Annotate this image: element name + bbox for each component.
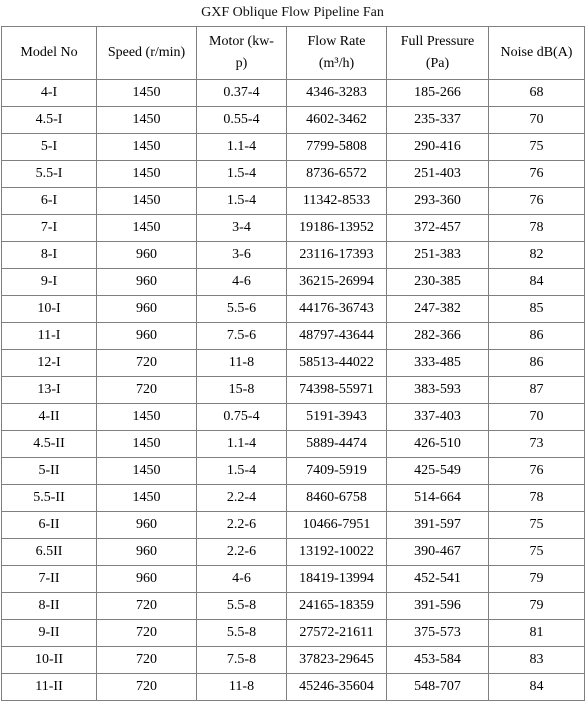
table-row — [2, 458, 585, 485]
cell-flow-rate: 8736-6572 — [287, 161, 387, 188]
cell-full-pressure: 333-485 — [387, 350, 489, 377]
table-row — [2, 404, 585, 431]
cell-flow-rate: 19186-13952 — [287, 215, 387, 242]
cell-noise: 86 — [489, 323, 585, 350]
header-flow-rate — [287, 27, 387, 80]
cell-motor: 0.37-4 — [197, 80, 287, 107]
table-row — [2, 269, 585, 296]
cell-flow-rate: 4602-3462 — [287, 107, 387, 134]
cell-model-no: 8-I — [2, 242, 97, 269]
cell-noise: 79 — [489, 593, 585, 620]
cell-noise: 68 — [489, 80, 585, 107]
cell-model-no: 4-I — [2, 80, 97, 107]
cell-noise: 83 — [489, 647, 585, 674]
cell-model-no: 5.5-II — [2, 485, 97, 512]
cell-motor: 1.1-4 — [197, 431, 287, 458]
cell-motor: 1.5-4 — [197, 458, 287, 485]
cell-speed: 720 — [97, 674, 197, 701]
table-row — [2, 485, 585, 512]
cell-speed: 1450 — [97, 215, 197, 242]
table-row — [2, 350, 585, 377]
table-row — [2, 107, 585, 134]
cell-flow-rate: 5191-3943 — [287, 404, 387, 431]
cell-noise: 84 — [489, 269, 585, 296]
cell-motor: 4-6 — [197, 269, 287, 296]
cell-flow-rate: 23116-17393 — [287, 242, 387, 269]
cell-speed: 1450 — [97, 188, 197, 215]
cell-motor: 0.75-4 — [197, 404, 287, 431]
cell-noise: 84 — [489, 674, 585, 701]
cell-speed: 1450 — [97, 107, 197, 134]
header-noise: Noise dB(A) — [489, 27, 585, 80]
cell-model-no: 4.5-II — [2, 431, 97, 458]
cell-full-pressure: 390-467 — [387, 539, 489, 566]
table-body — [2, 80, 585, 701]
cell-flow-rate: 48797-43644 — [287, 323, 387, 350]
cell-full-pressure: 548-707 — [387, 674, 489, 701]
header-pressure-line1: Full Pressure — [400, 34, 475, 49]
table-row — [2, 647, 585, 674]
table-row — [2, 674, 585, 701]
cell-full-pressure: 337-403 — [387, 404, 489, 431]
cell-model-no: 9-I — [2, 269, 97, 296]
cell-full-pressure: 425-549 — [387, 458, 489, 485]
cell-model-no: 12-I — [2, 350, 97, 377]
header-motor-line2: p) — [235, 56, 248, 71]
cell-motor: 7.5-8 — [197, 647, 287, 674]
cell-speed: 960 — [97, 512, 197, 539]
cell-full-pressure: 251-383 — [387, 242, 489, 269]
cell-model-no: 10-I — [2, 296, 97, 323]
cell-noise: 75 — [489, 512, 585, 539]
cell-flow-rate: 7409-5919 — [287, 458, 387, 485]
table-row — [2, 215, 585, 242]
cell-model-no: 9-II — [2, 620, 97, 647]
cell-noise: 82 — [489, 242, 585, 269]
header-flow-line1: Flow Rate — [307, 34, 366, 49]
cell-speed: 960 — [97, 242, 197, 269]
table-row — [2, 323, 585, 350]
table-row — [2, 620, 585, 647]
cell-motor: 5.5-8 — [197, 593, 287, 620]
cell-noise: 76 — [489, 188, 585, 215]
cell-speed: 960 — [97, 296, 197, 323]
table-row — [2, 377, 585, 404]
table-row — [2, 242, 585, 269]
cell-flow-rate: 18419-13994 — [287, 566, 387, 593]
cell-full-pressure: 514-664 — [387, 485, 489, 512]
cell-speed: 720 — [97, 647, 197, 674]
cell-full-pressure: 426-510 — [387, 431, 489, 458]
cell-motor: 2.2-4 — [197, 485, 287, 512]
cell-flow-rate: 45246-35604 — [287, 674, 387, 701]
cell-speed: 1450 — [97, 80, 197, 107]
cell-noise: 70 — [489, 404, 585, 431]
cell-full-pressure: 235-337 — [387, 107, 489, 134]
cell-noise: 70 — [489, 107, 585, 134]
cell-full-pressure: 185-266 — [387, 80, 489, 107]
cell-model-no: 5-II — [2, 458, 97, 485]
cell-flow-rate: 5889-4474 — [287, 431, 387, 458]
cell-noise: 76 — [489, 161, 585, 188]
cell-motor: 15-8 — [197, 377, 287, 404]
table-row — [2, 431, 585, 458]
cell-flow-rate: 27572-21611 — [287, 620, 387, 647]
cell-speed: 1450 — [97, 431, 197, 458]
cell-motor: 2.2-6 — [197, 539, 287, 566]
table-title: GXF Oblique Flow Pipeline Fan — [201, 5, 384, 20]
cell-model-no: 5.5-I — [2, 161, 97, 188]
cell-flow-rate: 7799-5808 — [287, 134, 387, 161]
cell-motor: 4-6 — [197, 566, 287, 593]
header-full-pressure — [387, 27, 489, 80]
cell-speed: 1450 — [97, 458, 197, 485]
cell-model-no: 8-II — [2, 593, 97, 620]
cell-motor: 5.5-6 — [197, 296, 287, 323]
header-pressure-line2: (Pa) — [425, 56, 450, 71]
cell-full-pressure: 251-403 — [387, 161, 489, 188]
cell-speed: 720 — [97, 350, 197, 377]
cell-noise: 86 — [489, 350, 585, 377]
table-row — [2, 188, 585, 215]
cell-flow-rate: 13192-10022 — [287, 539, 387, 566]
cell-speed: 960 — [97, 323, 197, 350]
cell-noise: 75 — [489, 134, 585, 161]
cell-flow-rate: 11342-8533 — [287, 188, 387, 215]
cell-model-no: 11-I — [2, 323, 97, 350]
cell-speed: 960 — [97, 269, 197, 296]
header-flow-line2: (m³/h) — [318, 56, 355, 71]
cell-full-pressure: 230-385 — [387, 269, 489, 296]
cell-model-no: 7-II — [2, 566, 97, 593]
cell-motor: 5.5-8 — [197, 620, 287, 647]
cell-speed: 1450 — [97, 161, 197, 188]
cell-motor: 0.55-4 — [197, 107, 287, 134]
cell-model-no: 13-I — [2, 377, 97, 404]
header-model-no: Model No — [2, 27, 97, 80]
cell-full-pressure: 375-573 — [387, 620, 489, 647]
cell-noise: 75 — [489, 539, 585, 566]
cell-model-no: 7-I — [2, 215, 97, 242]
cell-speed: 720 — [97, 593, 197, 620]
cell-model-no: 6-I — [2, 188, 97, 215]
cell-noise: 78 — [489, 485, 585, 512]
cell-full-pressure: 290-416 — [387, 134, 489, 161]
cell-model-no: 5-I — [2, 134, 97, 161]
cell-model-no: 4-II — [2, 404, 97, 431]
cell-noise: 76 — [489, 458, 585, 485]
cell-noise: 78 — [489, 215, 585, 242]
header-row — [2, 27, 585, 80]
cell-model-no: 6.5II — [2, 539, 97, 566]
header-motor — [197, 27, 287, 80]
cell-noise: 81 — [489, 620, 585, 647]
cell-speed: 720 — [97, 377, 197, 404]
cell-noise: 79 — [489, 566, 585, 593]
cell-full-pressure: 383-593 — [387, 377, 489, 404]
cell-flow-rate: 8460-6758 — [287, 485, 387, 512]
cell-speed: 1450 — [97, 485, 197, 512]
cell-motor: 3-4 — [197, 215, 287, 242]
cell-full-pressure: 293-360 — [387, 188, 489, 215]
table-row — [2, 593, 585, 620]
table-row — [2, 566, 585, 593]
cell-motor: 7.5-6 — [197, 323, 287, 350]
table-row — [2, 134, 585, 161]
cell-model-no: 4.5-I — [2, 107, 97, 134]
cell-speed: 1450 — [97, 404, 197, 431]
cell-model-no: 6-II — [2, 512, 97, 539]
cell-full-pressure: 391-596 — [387, 593, 489, 620]
cell-motor: 1.5-4 — [197, 188, 287, 215]
cell-full-pressure: 372-457 — [387, 215, 489, 242]
cell-flow-rate: 74398-55971 — [287, 377, 387, 404]
cell-motor: 3-6 — [197, 242, 287, 269]
cell-noise: 73 — [489, 431, 585, 458]
fan-spec-table — [1, 26, 585, 701]
cell-model-no: 11-II — [2, 674, 97, 701]
cell-motor: 11-8 — [197, 350, 287, 377]
cell-motor: 1.5-4 — [197, 161, 287, 188]
cell-motor: 2.2-6 — [197, 512, 287, 539]
table-row — [2, 161, 585, 188]
cell-full-pressure: 282-366 — [387, 323, 489, 350]
table-row — [2, 80, 585, 107]
cell-speed: 1450 — [97, 134, 197, 161]
cell-flow-rate: 36215-26994 — [287, 269, 387, 296]
table-row — [2, 296, 585, 323]
cell-flow-rate: 58513-44022 — [287, 350, 387, 377]
cell-flow-rate: 37823-29645 — [287, 647, 387, 674]
cell-speed: 960 — [97, 539, 197, 566]
cell-noise: 87 — [489, 377, 585, 404]
cell-full-pressure: 453-584 — [387, 647, 489, 674]
cell-noise: 85 — [489, 296, 585, 323]
cell-flow-rate: 10466-7951 — [287, 512, 387, 539]
table-row — [2, 512, 585, 539]
header-speed: Speed (r/min) — [97, 27, 197, 80]
cell-motor: 1.1-4 — [197, 134, 287, 161]
cell-speed: 720 — [97, 620, 197, 647]
cell-full-pressure: 391-597 — [387, 512, 489, 539]
cell-model-no: 10-II — [2, 647, 97, 674]
header-motor-line1: Motor (kw- — [209, 34, 274, 49]
cell-flow-rate: 24165-18359 — [287, 593, 387, 620]
cell-flow-rate: 44176-36743 — [287, 296, 387, 323]
cell-full-pressure: 452-541 — [387, 566, 489, 593]
cell-full-pressure: 247-382 — [387, 296, 489, 323]
cell-motor: 11-8 — [197, 674, 287, 701]
cell-speed: 960 — [97, 566, 197, 593]
table-row — [2, 539, 585, 566]
cell-flow-rate: 4346-3283 — [287, 80, 387, 107]
